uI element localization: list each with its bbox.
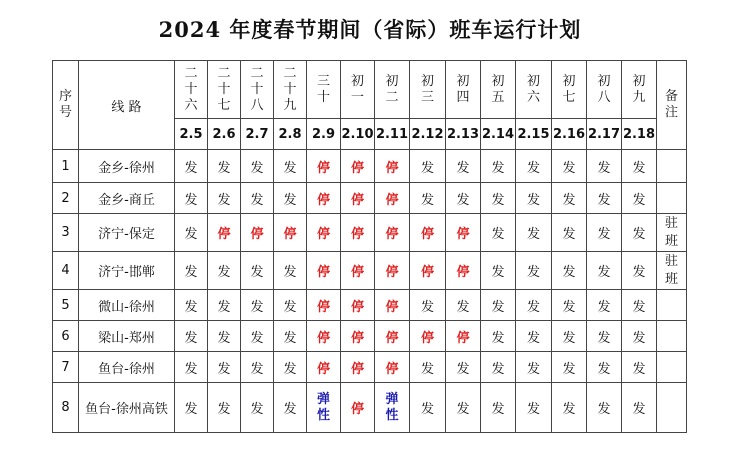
- status-cell: 发: [446, 352, 481, 383]
- status-cell: 发: [208, 383, 241, 433]
- status-cell: 停: [375, 321, 410, 352]
- header-date: 2.6: [208, 119, 241, 150]
- table-row: [53, 352, 687, 383]
- status-cell: 发: [241, 290, 274, 321]
- status-cell: 停: [375, 150, 410, 183]
- status-cell: 发: [481, 383, 516, 433]
- header-day-label: 二 十 六: [184, 65, 198, 113]
- header-date: 2.13: [446, 119, 481, 150]
- row-route: 微山-徐州: [79, 290, 175, 321]
- status-cell: 弹 性: [307, 383, 341, 433]
- row-number: 6: [53, 321, 79, 352]
- status-cell: 停: [375, 290, 410, 321]
- status-cell: 发: [274, 352, 307, 383]
- header-date: 2.10: [341, 119, 375, 150]
- status-cell: 发: [516, 321, 552, 352]
- status-cell: 发: [552, 183, 587, 214]
- header-seq-label: 序 号: [58, 89, 72, 120]
- status-cell: 停: [446, 321, 481, 352]
- status-cell: 发: [446, 150, 481, 183]
- row-route: 鱼台-徐州: [79, 352, 175, 383]
- header-date: 2.18: [622, 119, 657, 150]
- table-row: [53, 214, 687, 252]
- status-cell: 停: [307, 214, 341, 252]
- header-day-label: 初 九: [632, 73, 646, 105]
- header-date: 2.12: [410, 119, 446, 150]
- status-cell: 发: [175, 183, 208, 214]
- header-date: 2.9: [307, 119, 341, 150]
- header-date: 2.15: [516, 119, 552, 150]
- table-row: [53, 290, 687, 321]
- status-cell: 发: [481, 290, 516, 321]
- status-cell: 停: [341, 321, 375, 352]
- page-title: 2024 年度春节期间（省际）班车运行计划: [158, 17, 582, 42]
- status-cell: 发: [208, 321, 241, 352]
- header-day: [208, 61, 241, 119]
- header-date: 2.5: [175, 119, 208, 150]
- status-cell: 发: [552, 383, 587, 433]
- row-note: [657, 383, 687, 433]
- status-cell: 停: [341, 150, 375, 183]
- header-date: 2.8: [274, 119, 307, 150]
- status-cell: 发: [587, 183, 622, 214]
- header-day-label: 二 十 七: [217, 65, 231, 113]
- status-cell: 发: [516, 383, 552, 433]
- status-cell: 发: [410, 150, 446, 183]
- header-day: [622, 61, 657, 119]
- status-cell: 发: [622, 352, 657, 383]
- header-date: 2.7: [241, 119, 274, 150]
- header-day: [375, 61, 410, 119]
- status-cell: 停: [208, 214, 241, 252]
- status-cell: 发: [274, 252, 307, 290]
- status-cell: 发: [175, 214, 208, 252]
- row-note: [657, 321, 687, 352]
- header-day: [587, 61, 622, 119]
- header-day-label: 初 四: [456, 73, 470, 105]
- status-cell: 发: [274, 290, 307, 321]
- status-cell: 发: [241, 383, 274, 433]
- status-cell: 停: [446, 214, 481, 252]
- status-cell: 发: [587, 383, 622, 433]
- status-cell: 发: [208, 290, 241, 321]
- status-cell: 发: [622, 383, 657, 433]
- status-cell: 发: [274, 383, 307, 433]
- status-cell: 发: [208, 352, 241, 383]
- status-cell: 发: [587, 252, 622, 290]
- status-cell: 发: [208, 183, 241, 214]
- status-cell: 发: [516, 214, 552, 252]
- status-cell: 发: [481, 321, 516, 352]
- header-day-label: 二 十 九: [283, 65, 297, 113]
- status-cell: 停: [375, 214, 410, 252]
- header-note-label: 备 注: [664, 89, 678, 120]
- status-cell: 发: [622, 150, 657, 183]
- header-day-label: 初 一: [350, 73, 364, 105]
- status-cell: 发: [241, 252, 274, 290]
- status-cell: 发: [516, 183, 552, 214]
- status-cell: 停: [341, 383, 375, 433]
- status-cell: 发: [552, 321, 587, 352]
- status-cell: 发: [241, 321, 274, 352]
- row-route: 金乡-商丘: [79, 183, 175, 214]
- header-day-label: 初 二: [385, 73, 399, 105]
- header-day-label: 初 五: [491, 73, 505, 105]
- status-cell: 停: [341, 214, 375, 252]
- header-day: [481, 61, 516, 119]
- row-number: 3: [53, 214, 79, 252]
- header-day: [516, 61, 552, 119]
- status-cell: 停: [341, 252, 375, 290]
- status-cell: 发: [481, 252, 516, 290]
- row-number: 7: [53, 352, 79, 383]
- status-cell: 发: [208, 252, 241, 290]
- status-cell: 发: [208, 150, 241, 183]
- header-day: [552, 61, 587, 119]
- row-route: 鱼台-徐州高铁: [79, 383, 175, 433]
- status-cell: 发: [622, 214, 657, 252]
- row-note: [657, 290, 687, 321]
- status-cell: 发: [175, 290, 208, 321]
- row-note: [657, 352, 687, 383]
- status-cell: 停: [241, 214, 274, 252]
- status-cell: 停: [410, 252, 446, 290]
- status-cell: 发: [274, 321, 307, 352]
- header-day: [241, 61, 274, 119]
- status-cell: 停: [307, 183, 341, 214]
- header-day: [274, 61, 307, 119]
- header-day-label: 初 三: [420, 73, 434, 105]
- row-number: 1: [53, 150, 79, 183]
- header-day: [341, 61, 375, 119]
- status-cell: 发: [622, 252, 657, 290]
- header-date: 2.17: [587, 119, 622, 150]
- status-cell: 停: [375, 252, 410, 290]
- row-number: 8: [53, 383, 79, 433]
- status-cell: 停: [341, 183, 375, 214]
- row-route: 金乡-徐州: [79, 150, 175, 183]
- status-cell: 停: [307, 252, 341, 290]
- status-cell: 发: [241, 150, 274, 183]
- row-number: 5: [53, 290, 79, 321]
- header-day-label: 二 十 八: [250, 65, 264, 113]
- status-cell: 发: [587, 321, 622, 352]
- status-cell: 发: [552, 352, 587, 383]
- status-cell: 发: [481, 183, 516, 214]
- status-cell: 停: [274, 214, 307, 252]
- header-day-label: 初 八: [597, 73, 611, 105]
- table-row: [53, 321, 687, 352]
- status-cell: 发: [410, 183, 446, 214]
- status-cell: 停: [307, 290, 341, 321]
- header-day-label: 初 七: [562, 73, 576, 105]
- row-note: [657, 150, 687, 183]
- header-date: 2.16: [552, 119, 587, 150]
- status-cell: 发: [587, 214, 622, 252]
- header-day: [307, 61, 341, 119]
- status-cell: 发: [622, 321, 657, 352]
- status-cell: 发: [516, 150, 552, 183]
- row-number: 2: [53, 183, 79, 214]
- status-cell: 发: [552, 290, 587, 321]
- status-cell: 发: [481, 150, 516, 183]
- status-cell: 发: [552, 150, 587, 183]
- status-cell: 发: [410, 383, 446, 433]
- header-route: 线 路: [79, 61, 175, 150]
- status-cell: 停: [341, 352, 375, 383]
- header-day-label: 三 十: [316, 73, 330, 105]
- status-cell: 发: [587, 150, 622, 183]
- status-cell: 发: [446, 383, 481, 433]
- status-cell: 停: [410, 214, 446, 252]
- row-note: 驻 班: [657, 252, 687, 290]
- status-cell: 停: [341, 290, 375, 321]
- status-cell: 停: [307, 352, 341, 383]
- header-day: [410, 61, 446, 119]
- status-cell: 发: [622, 290, 657, 321]
- header-note: [657, 61, 687, 150]
- status-cell: 发: [274, 150, 307, 183]
- row-note: [657, 183, 687, 214]
- status-cell: 停: [307, 321, 341, 352]
- status-cell: 停: [307, 150, 341, 183]
- status-cell: 停: [446, 252, 481, 290]
- status-cell: 发: [274, 183, 307, 214]
- row-number: 4: [53, 252, 79, 290]
- status-cell: 发: [552, 252, 587, 290]
- status-cell: 发: [516, 252, 552, 290]
- status-cell: 发: [175, 352, 208, 383]
- status-cell: 发: [241, 352, 274, 383]
- row-route: 济宁-保定: [79, 214, 175, 252]
- row-route: 济宁-邯郸: [79, 252, 175, 290]
- header-day: [175, 61, 208, 119]
- table-row: [53, 383, 687, 433]
- status-cell: 发: [622, 183, 657, 214]
- status-cell: 发: [516, 352, 552, 383]
- status-cell: 弹 性: [375, 383, 410, 433]
- header-day: [446, 61, 481, 119]
- status-cell: 停: [375, 183, 410, 214]
- table-row: [53, 183, 687, 214]
- status-cell: 停: [375, 352, 410, 383]
- status-cell: 发: [587, 352, 622, 383]
- schedule-table: [52, 60, 687, 433]
- status-cell: 发: [481, 352, 516, 383]
- header-day-label: 初 六: [526, 73, 540, 105]
- table-row: [53, 150, 687, 183]
- status-cell: 发: [481, 214, 516, 252]
- status-cell: 发: [241, 183, 274, 214]
- status-cell: 停: [410, 321, 446, 352]
- status-cell: 发: [410, 352, 446, 383]
- status-cell: 发: [175, 321, 208, 352]
- status-cell: 发: [446, 183, 481, 214]
- row-note: 驻 班: [657, 214, 687, 252]
- status-cell: 发: [587, 290, 622, 321]
- status-cell: 发: [175, 383, 208, 433]
- row-route: 梁山-郑州: [79, 321, 175, 352]
- status-cell: 发: [175, 252, 208, 290]
- status-cell: 发: [516, 290, 552, 321]
- status-cell: 发: [552, 214, 587, 252]
- table-row: [53, 252, 687, 290]
- header-seq: [53, 61, 79, 150]
- status-cell: 发: [410, 290, 446, 321]
- status-cell: 发: [175, 150, 208, 183]
- status-cell: 发: [446, 290, 481, 321]
- header-date: 2.14: [481, 119, 516, 150]
- header-date: 2.11: [375, 119, 410, 150]
